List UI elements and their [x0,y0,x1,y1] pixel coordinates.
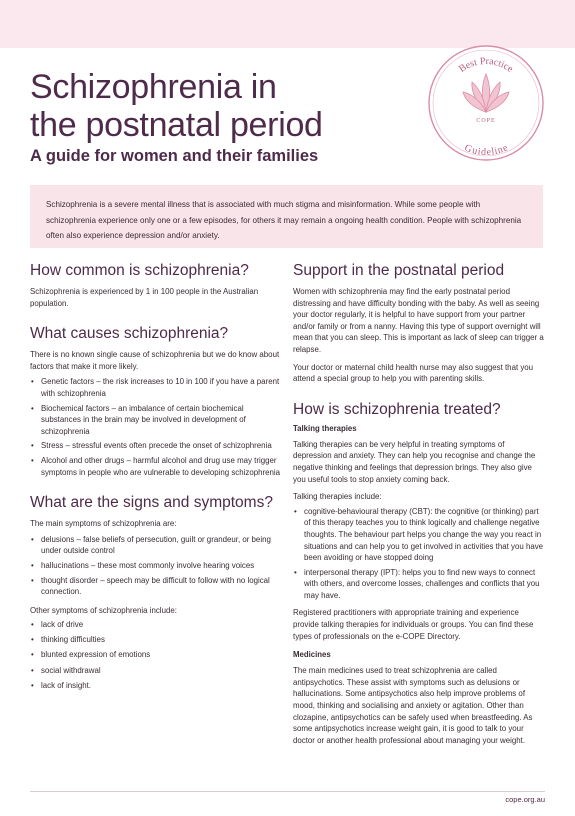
seal-bottom-text: Guideline [462,142,510,159]
causes-text: There is no known single cause of schizophrenia but we do know about factors that make it more likely. [30,350,280,371]
section-heading-treated: How is schizophrenia treated? [293,400,501,418]
list-item: • lack of drive [30,619,285,631]
intro-box: Schizophrenia is a severe mental illness that is associated with much stigma and misinformation. While some people with schizophrenia experience only one or a few episodes, for others it may remain a ongoing health condition. People with schizophrenia often also experience depression and/or anxiety. [30,185,543,248]
talking-therapies-include: Talking therapies include: [293,492,382,502]
list-item: • social withdrawal [30,665,285,677]
footer-divider [30,791,545,792]
talking-therapies-list [293,506,545,602]
best-practice-guideline-seal [427,44,545,162]
page-title [30,68,410,144]
list-item: • thinking difficulties [30,634,285,646]
list-item: • interpersonal therapy (IPT): helps you to find new ways to connect with others, and overcome losses, challenges and conflicts that you may have. [293,567,545,602]
list-item: • hallucinations – these most commonly involve hearing voices [30,560,285,572]
footer-website-link[interactable]: cope.org.au [505,795,545,804]
medicines-text: The main medicines used to treat schizophrenia are called antipsychotics. These assist with symptoms such as delusions or hallucinations. Some antipsychotics also help improve problems of mood, thinking and socialising and anxiety or agitation. Other than clozapine, antipsychotics can be safely used when breastfeeding. As some antipsychotics increase weight gain, it is good to talk to your doctor or another health professional about managing your weight. [293,666,533,745]
section-heading-signs: What are the signs and symptoms? [30,494,273,512]
section-heading-how-common: How common is schizophrenia? [30,262,249,279]
other-symptoms-list [30,619,285,691]
list-item: • Biochemical factors – an imbalance of certain biochemical substances in the brain may be involved in development of schizophrenia [30,403,285,438]
list-item: • Alcohol and other drugs – harmful alcohol and drug use may trigger symptoms in people who are vulnerable to developing schizophrenia [30,455,285,478]
other-symptoms-text: Other symptoms of schizophrenia include: [30,605,177,615]
section-heading-causes: What causes schizophrenia? [30,325,229,343]
list-item: • cognitive-behavioural therapy (CBT): the cognitive (or thinking) part of this therapy teaches you to think logically and challenge negative thoughts. The behaviour part helps you change the way you react in situations and can help you to get involved in activities that you have been avoiding or have stopped doing [293,506,545,564]
left-column [30,262,285,691]
signs-list [30,534,285,598]
list-item: • lack of insight. [30,680,285,692]
title-line-1: Schizophrenia in [30,68,277,106]
seal-top-text: Best Practice [457,55,516,75]
how-common-text: Schizophrenia is experienced by 1 in 100 people in the Australian population. [30,287,259,308]
subheading-medicines: Medicines [293,650,331,660]
page-subtitle: A guide for women and their families [30,147,319,165]
section-heading-support: Support in the postnatal period [293,262,505,279]
support-text-1: Women with schizophrenia may find the early postnatal period distressing and have difficulty bonding with the baby. As well as seeing your doctor regularly, it is helpful to have support from your partner and/or family or from a nanny. Having this type of support overnight will mean that you can sleep. This is important as lack of sleep can trigger a relapse. [293,287,544,354]
signs-text: The main symptoms of schizophrenia are: [30,519,177,529]
support-text-2: Your doctor or maternal child health nurse may also suggest that you attend a special group to help you with parenting skills. [293,362,534,384]
title-line-2: the postnatal period [30,106,323,144]
list-item: • thought disorder – speech may be difficult to follow with no logical connection. [30,575,285,598]
list-item: • delusions – false beliefs of persecution, guilt or grandeur, or being under outside control [30,534,285,557]
list-item: • Stress – stressful events often precede the onset of schizophrenia [30,440,285,452]
causes-list [30,376,285,478]
list-item: • blunted expression of emotions [30,649,285,661]
list-item: • Genetic factors – the risk increases to 10 in 100 if you have a parent with schizophrenia [30,376,285,399]
seal-center-text: COPE [476,118,496,124]
subheading-talking-therapies: Talking therapies [293,423,357,433]
right-column [293,262,545,746]
talking-therapies-text: Talking therapies can be very helpful in treating symptoms of depression and anxiety. They can help you recognise and change the negative thinking and feelings that depression brings. They also give you useful tools to stop anxiety coming back. [293,439,536,484]
practitioners-text: Registered practitioners with appropriate training and experience provide talking therapies for individuals or groups. You can find these types of professionals on the e-COPE Directory. [293,608,534,641]
